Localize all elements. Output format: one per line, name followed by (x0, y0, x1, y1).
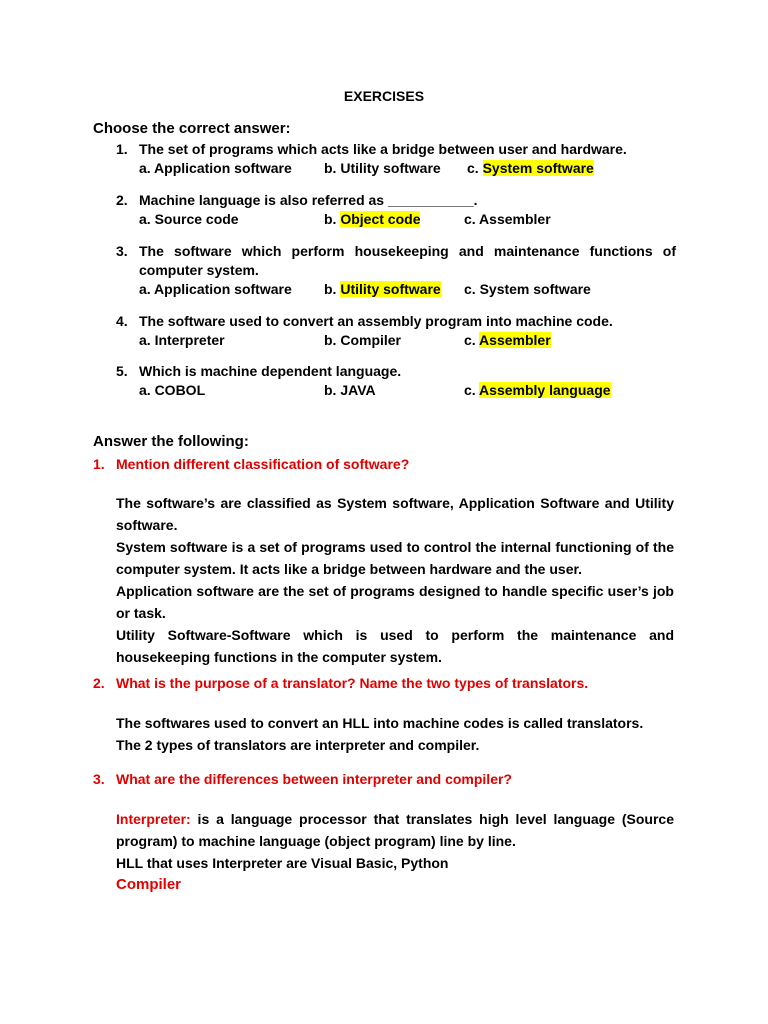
mcq-question-1 (116, 140, 676, 159)
option-c-prefix: c. (464, 382, 480, 398)
answer-question-1 (93, 456, 683, 472)
answer-question-3 (93, 771, 683, 787)
option-b-prefix: b. (324, 211, 341, 227)
mcq-options-3 (139, 281, 679, 301)
question-number: 1. (116, 141, 128, 157)
mcq-question-3 (116, 242, 676, 280)
answer-paragraph: Utility Software-Software which is used to perform the maintenance and housekeeping functions in the computer system. (116, 627, 674, 665)
mcq-options-4 (139, 332, 679, 352)
mcq-options-1 (139, 160, 679, 180)
option-c (467, 160, 594, 176)
mcq-question-4 (116, 312, 676, 331)
question-text: What are the differences between interpreter and compiler? (116, 771, 512, 787)
option-a: a. Application software (139, 281, 292, 297)
answer-paragraph: The 2 types of translators are interpreter and compiler. (116, 737, 480, 753)
correct-answer-highlight: Assembler (479, 332, 551, 348)
mcq-options-2 (139, 211, 679, 231)
answer-body-2 (116, 712, 674, 756)
interpreter-label: Interpreter: (116, 811, 191, 827)
option-a: a. COBOL (139, 382, 206, 398)
option-a: a. Source code (139, 211, 239, 227)
answer-body-1 (116, 492, 674, 668)
question-number: 4. (116, 313, 128, 329)
correct-answer-highlight: System software (482, 160, 594, 176)
option-a: a. Application software (139, 160, 292, 176)
page-title: EXERCISES (343, 88, 425, 104)
question-text: The software used to convert an assembly program into machine code. (139, 313, 613, 329)
option-b (324, 211, 420, 227)
mcq-options-5 (139, 382, 679, 402)
question-number: 2. (93, 675, 105, 691)
option-c: c. System software (464, 281, 591, 297)
option-b-prefix: b. (324, 281, 341, 297)
option-a: a. Interpreter (139, 332, 225, 348)
option-c (464, 332, 551, 348)
answer-body-3 (116, 808, 674, 874)
compiler-label: Compiler (116, 876, 182, 893)
section-heading-mcq: Choose the correct answer: (93, 120, 291, 137)
question-number: 5. (116, 363, 128, 379)
option-c (464, 382, 611, 398)
correct-answer-highlight: Utility software (340, 281, 441, 297)
option-b: b. Compiler (324, 332, 402, 348)
option-c-prefix: c. (467, 160, 483, 176)
option-b: b. Utility software (324, 160, 441, 176)
question-text: Machine language is also referred as ___________. (139, 192, 478, 208)
option-c: c. Assembler (464, 211, 551, 227)
correct-answer-highlight: Object code (340, 211, 421, 227)
answer-paragraph: The softwares used to convert an HLL into machine codes is called translators. (116, 715, 644, 731)
answer-paragraph: The software’s are classified as System software, Application Software and Utility software. (116, 495, 674, 533)
option-b (324, 281, 441, 297)
mcq-question-2 (116, 191, 676, 210)
answer-paragraph: HLL that uses Interpreter are Visual Basic, Python (116, 855, 449, 871)
question-text: Mention different classification of software? (116, 456, 410, 472)
option-b: b. JAVA (324, 382, 376, 398)
answer-paragraph: System software is a set of programs used to control the internal functioning of the computer system. It acts like a bridge between hardware and the user. (116, 539, 674, 577)
question-text: The set of programs which acts like a bridge between user and hardware. (139, 141, 627, 157)
question-number: 3. (93, 771, 105, 787)
answer-paragraph-interpreter (116, 808, 674, 852)
answer-paragraph: Application software are the set of programs designed to handle specific user’s job or task. (116, 583, 674, 621)
question-text: What is the purpose of a translator? Name the two types of translators. (116, 675, 589, 691)
correct-answer-highlight: Assembly language (479, 382, 611, 398)
mcq-question-5 (116, 362, 676, 381)
section-heading-answers: Answer the following: (93, 433, 249, 450)
question-number: 2. (116, 192, 128, 208)
answer-question-2 (93, 675, 683, 691)
question-text: Which is machine dependent language. (139, 363, 402, 379)
question-number: 3. (116, 243, 128, 259)
interpreter-definition: is a language processor that translates high level language (Source program) to machine language (object program) line by line. (116, 811, 674, 849)
option-c-prefix: c. (464, 332, 480, 348)
question-number: 1. (93, 456, 105, 472)
question-text: The software which perform housekeeping and maintenance functions of computer system. (139, 243, 676, 278)
